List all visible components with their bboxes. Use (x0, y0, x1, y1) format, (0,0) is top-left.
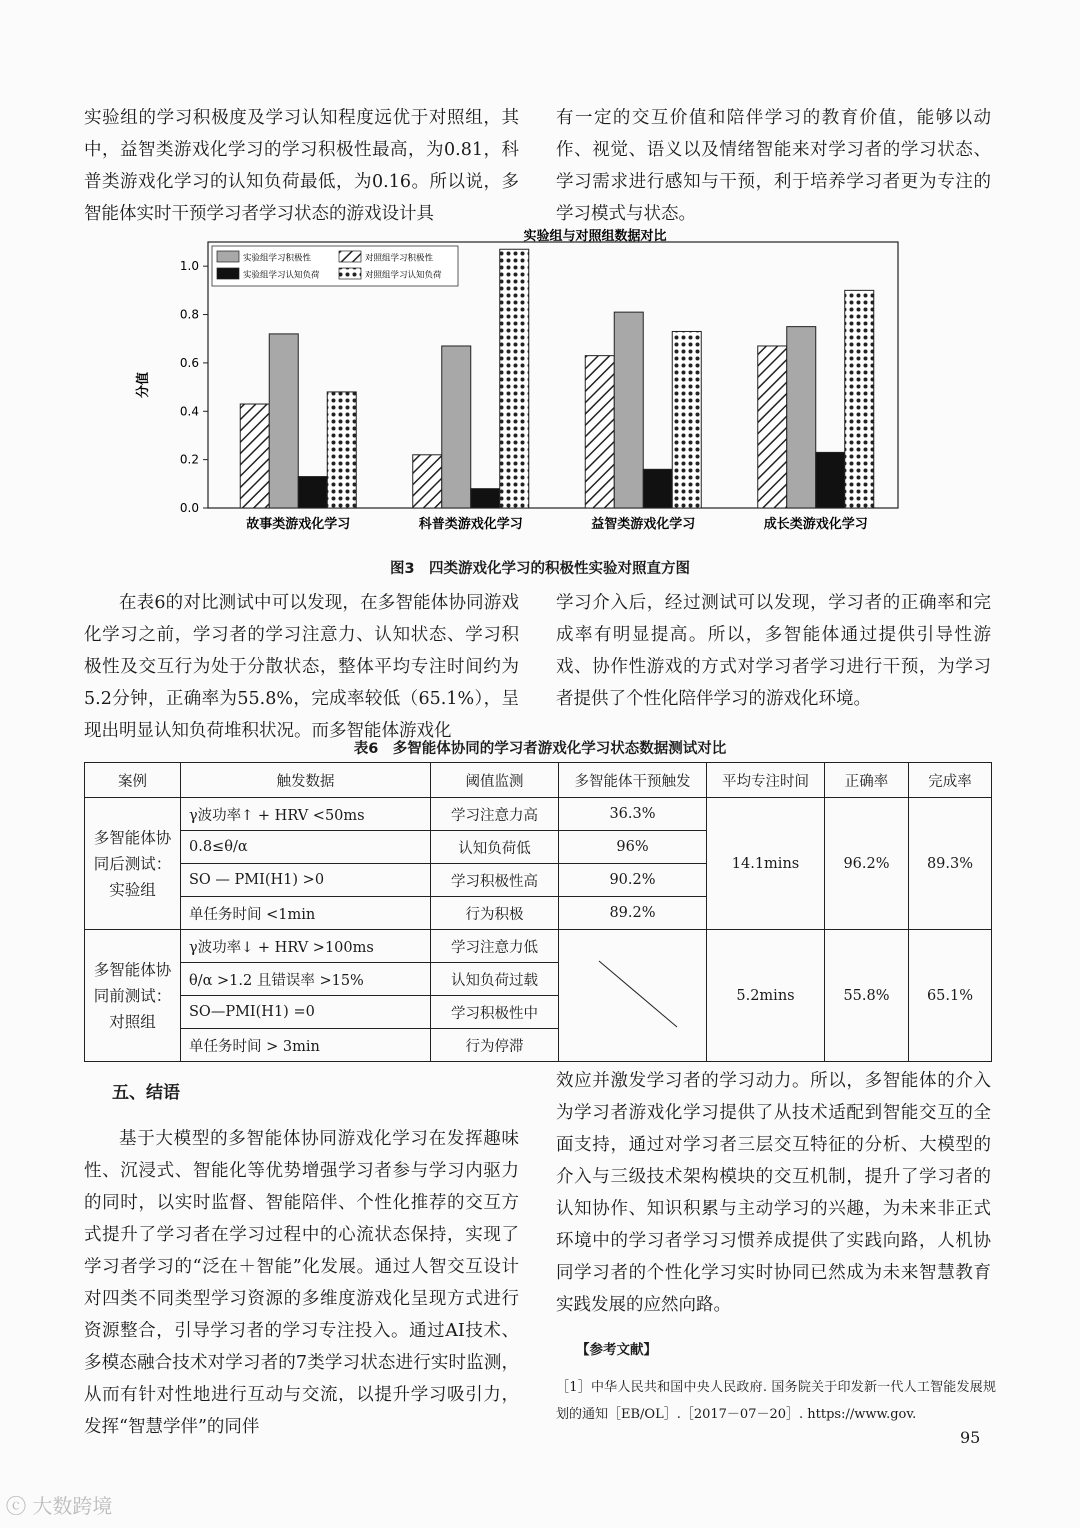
x-tick-label: 益智类游戏化学习 (591, 517, 696, 532)
accuracy-cell: 96.2% (825, 798, 909, 930)
trigger-cell: 单任务时间 <1min (181, 897, 431, 930)
threshold-cell: 学习积极性高 (431, 864, 559, 897)
legend-label: 对照组学习积极性 (365, 253, 434, 264)
intervention-empty-cell (559, 930, 707, 1062)
group-label-control: 多智能体协 同前测试： 对照组 (85, 930, 181, 1062)
diagonal-slash (559, 931, 705, 1061)
chart-title: 实验组与对照组数据对比 (523, 229, 667, 244)
bar-hatch (758, 346, 787, 508)
threshold-cell: 行为积极 (431, 897, 559, 930)
header-case: 案例 (85, 763, 181, 798)
trigger-cell: γ波功率↓ + HRV >100ms (181, 930, 431, 963)
mid-left-text: 在表6的对比测试中可以发现，在多智能体协同游戏化学习之前，学习者的学习注意力、认知状态、学习积极性及交互行为处于分散状态，整体平均专注时间约为5.2分钟，正确率为55.8%，完成率较低（65.1%），呈现出明显认知负荷堆积状况。而多智能体游戏化 (84, 593, 519, 741)
legend-label: 对照组学习认知负荷 (365, 270, 442, 281)
bar-hatch (413, 455, 442, 508)
focus-time-cell: 14.1mins (707, 798, 825, 930)
figure-caption: 图3 四类游戏化学习的积极性实验对照直方图 (389, 561, 691, 577)
bar-black (643, 469, 672, 508)
x-tick-label: 故事类游戏化学习 (246, 517, 351, 532)
bar-gray (442, 346, 471, 508)
legend-swatch (339, 251, 361, 262)
trigger-cell: γ波功率↑ + HRV <50ms (181, 798, 431, 831)
focus-time-cell: 5.2mins (707, 930, 825, 1062)
page-number: 95 (960, 1428, 981, 1447)
threshold-cell: 学习积极性中 (431, 996, 559, 1029)
legend-swatch (217, 268, 239, 279)
bar-dots (845, 290, 874, 508)
table-caption: 表6 多智能体协同的学习者游戏化学习状态数据测试对比 (353, 741, 727, 757)
data-table (84, 762, 992, 1062)
legend-label: 实验组学习认知负荷 (243, 270, 320, 281)
section-heading: 五、结语 (112, 1083, 180, 1103)
bar-chart (120, 222, 920, 542)
threshold-cell: 行为停滞 (431, 1029, 559, 1062)
watermark: ⓒ⃝ 大数跨境 (6, 1494, 113, 1518)
intervention-cell: 96% (559, 831, 707, 864)
trigger-cell: 单任务时间 > 3min (181, 1029, 431, 1062)
y-tick-label: 0.6 (179, 355, 199, 370)
trigger-cell: SO—PMI(H1) =0 (181, 996, 431, 1029)
y-tick-label: 0.0 (179, 501, 199, 515)
table-row (85, 798, 992, 831)
legend-label: 实验组学习积极性 (243, 253, 312, 264)
top-right-paragraph (556, 102, 991, 230)
mid-right-paragraph (556, 587, 991, 715)
threshold-cell: 认知负荷低 (431, 831, 559, 864)
threshold-cell: 学习注意力低 (431, 930, 559, 963)
top-left-text: 实验组的学习积极度及学习认知程度远优于对照组，其中，益智类游戏化学习的学习积极性最高，为0.81，科普类游戏化学习的认知负荷最低，为0.16。所以说，多智能体实时干预学习者学习状态的游戏设计具 (84, 108, 519, 224)
bar-black (816, 452, 845, 508)
completion-cell: 65.1% (909, 930, 992, 1062)
top-left-paragraph (84, 102, 519, 230)
legend-swatch (217, 251, 239, 262)
mid-right-text: 学习介入后，经过测试可以发现，学习者的正确率和完成率有明显提高。所以，多智能体通过提供引导性游戏、协作性游戏的方式对学习者学习进行干预，为学习者提供了个性化陪伴学习的游戏化环境。 (556, 593, 991, 709)
reference-item: ［1］中华人民共和国中央人民政府. 国务院关于印发新一代人工智能发展规划的通知［EB/OL］.［2017－07－20］. https://www.gov. (556, 1380, 996, 1422)
trigger-cell: 0.8≤θ/α (181, 831, 431, 864)
bar-black (298, 477, 327, 508)
intervention-cell: 36.3% (559, 798, 707, 831)
header-completion: 完成率 (909, 763, 992, 798)
trigger-cell: θ/α >1.2 且错误率 >15% (181, 963, 431, 996)
table-header-row (85, 763, 992, 798)
header-focus-time: 平均专注时间 (707, 763, 825, 798)
bar-dots (327, 392, 356, 508)
header-trigger: 触发数据 (181, 763, 431, 798)
bar-hatch (585, 356, 614, 508)
threshold-cell: 学习注意力高 (431, 798, 559, 831)
bar-dots (500, 249, 529, 508)
mid-left-paragraph (84, 587, 519, 747)
intervention-cell: 89.2% (559, 897, 707, 930)
bar-gray (614, 312, 643, 508)
completion-cell: 89.3% (909, 798, 992, 930)
bottom-left-text: 基于大模型的多智能体协同游戏化学习在发挥趣味性、沉浸式、智能化等优势增强学习者参与学习内驱力的同时，以实时监督、智能陪伴、个性化推荐的交互方式提升了学习者在学习过程中的心流状态保持，实现了学习者学习的“泛在＋智能”化发展。通过人智交互设计对四类不同类型学习资源的多维度游戏化呈现方式进行资源整合，引导学习者的学习专注投入。通过AI技术、多模态融合技术对学习者的7类学习状态进行实时监测，从而有针对性地进行互动与交流，以提升学习吸引力，发挥“智慧学伴”的同伴 (84, 1129, 519, 1437)
chart-y-label: 分值 (136, 371, 151, 399)
y-tick-label: 1.0 (179, 259, 199, 274)
table-row (85, 930, 992, 963)
trigger-cell: SO — PMI(H1) >0 (181, 864, 431, 897)
references-heading: 【参考文献】 (576, 1342, 657, 1358)
x-tick-label: 成长类游戏化学习 (763, 517, 868, 532)
bottom-left-paragraph (84, 1123, 519, 1443)
bar-gray (269, 334, 298, 508)
bar-hatch (240, 404, 269, 508)
intervention-cell: 90.2% (559, 864, 707, 897)
bar-black (471, 489, 500, 508)
y-tick-label: 0.4 (179, 404, 199, 419)
legend-swatch (339, 268, 361, 279)
threshold-cell: 认知负荷过载 (431, 963, 559, 996)
header-accuracy: 正确率 (825, 763, 909, 798)
bar-dots (672, 331, 701, 508)
top-right-text: 有一定的交互价值和陪伴学习的教育价值，能够以动作、视觉、语义以及情绪智能来对学习者的学习状态、学习需求进行感知与干预，利于培养学习者更为专注的学习模式与状态。 (556, 108, 991, 224)
header-intervention: 多智能体干预触发 (559, 763, 707, 798)
group-label-experiment: 多智能体协 同后测试： 实验组 (85, 798, 181, 930)
bottom-right-paragraph (556, 1065, 991, 1321)
accuracy-cell: 55.8% (825, 930, 909, 1062)
y-tick-label: 0.2 (179, 452, 199, 467)
y-tick-label: 0.8 (179, 307, 199, 322)
bar-gray (787, 327, 816, 508)
watermark-logo-icon: ⓒ⃝ (6, 1494, 33, 1518)
header-threshold: 阈值监测 (431, 763, 559, 798)
x-tick-label: 科普类游戏化学习 (418, 517, 523, 532)
bottom-right-text: 效应并激发学习者的学习动力。所以，多智能体的介入为学习者游戏化学习提供了从技术适配到智能交互的全面支持，通过对学习者三层交互特征的分析、大模型的介入与三级技术架构模块的交互机制，提升了学习者的认知协作、知识积累与主动学习的兴趣，为未来非正式环境中的学习者学习习惯养成提供了实践向路，人机协同学习者的个性化学习实时协同已然成为未来智慧教育实践发展的应然向路。 (556, 1071, 991, 1315)
